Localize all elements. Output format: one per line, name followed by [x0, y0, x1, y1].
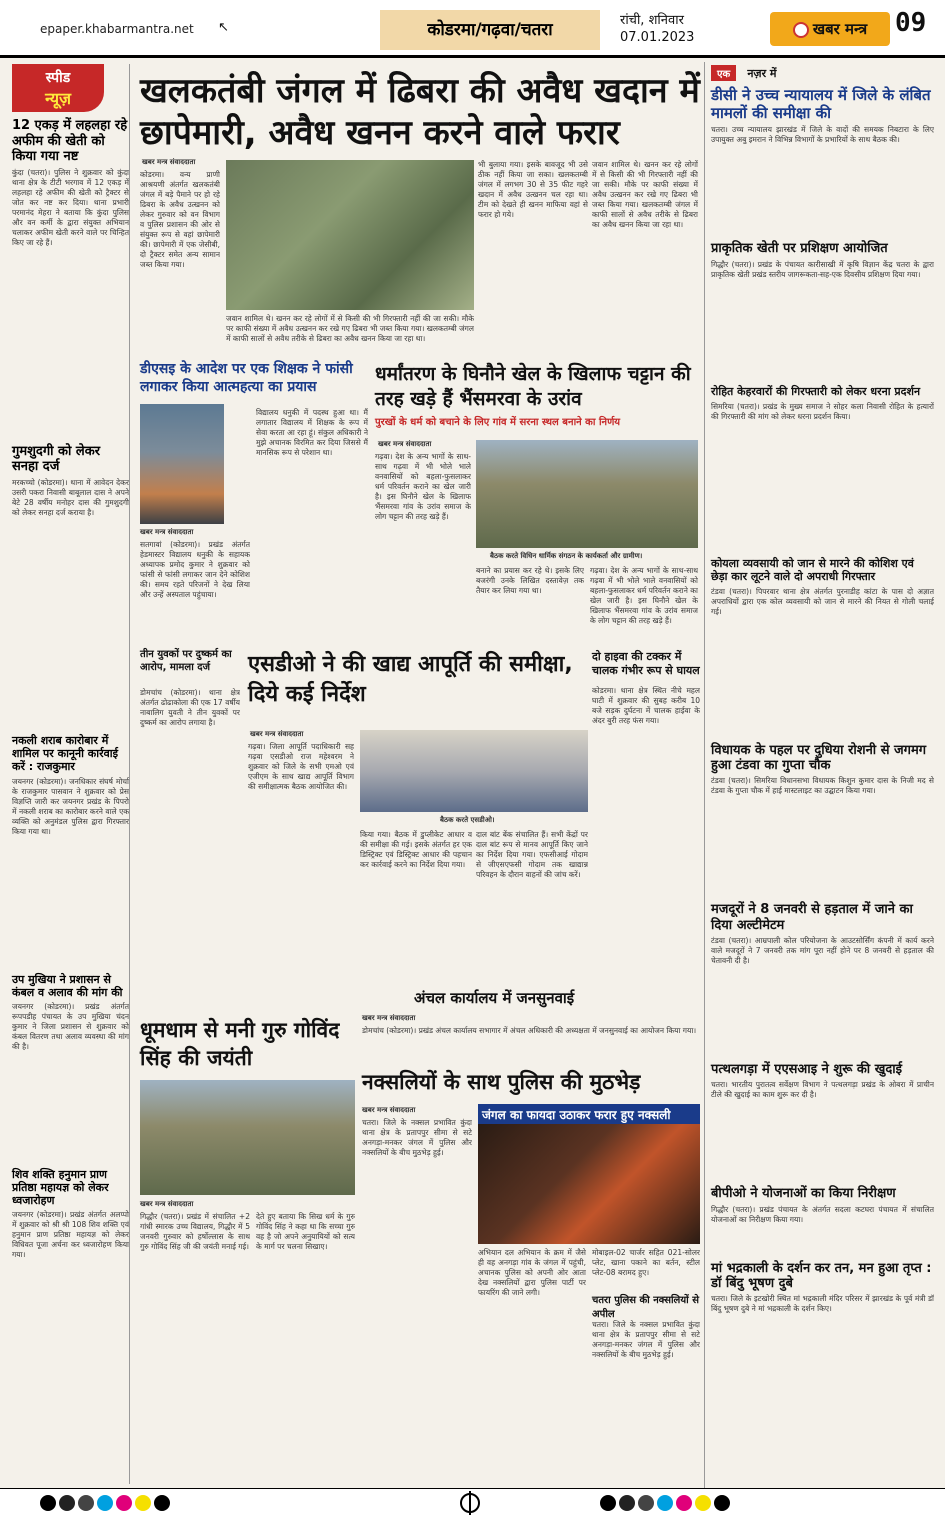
crime-text: डोमचांच (कोडरमा)। थाना क्षेत्र अंतर्गत ढोढाकोला की एक 17 वर्षीय नाबालिग युवती ने तीन युवकों पर दुष्कर्म का आरोप लगाया है। [140, 688, 240, 727]
forest-raid-photo [226, 160, 474, 310]
hydra-headline: दो हाइवा की टक्कर में चालक गंभीर रूप से घायल [592, 650, 700, 677]
teacher-headline: डीएसइ के आदेश पर एक शिक्षक ने फांसी लगाकर किया आत्महत्या का प्रयास [140, 361, 353, 395]
left-story [12, 734, 129, 967]
speed-news-badge [12, 64, 104, 112]
print-registration-footer [0, 1488, 945, 1517]
right-story [711, 241, 934, 379]
lead-byline: खबर मन्त्र संवाददाता [142, 158, 196, 166]
color-dots-right [600, 1495, 733, 1511]
logo-icon [793, 22, 809, 38]
guru-text-2: देते हुए बताया कि सिख धर्म के गुरु गोविंद सिंह ने कहा था कि सच्चा गुरु वह है जो अपने अनुयायियों को सत्य के मार्ग पर चलना सिखाए। [256, 1212, 355, 1251]
story-text: टंडवा (चतरा)। आम्रपाली कोल परियोजना के आउटसोर्सिंग कंपनी में कार्य करने वाले मजदूरों ने 7 जनवरी तक मांग पूरा नहीं होने पर 8 जनवरी से हड़ताल की चेतावनी दी है। [711, 935, 934, 965]
nazar-label: नज़र में [747, 67, 777, 80]
ek-nazar-tag [711, 62, 934, 81]
issue-date: 07.01.2023 [620, 30, 695, 45]
story-headline: कोयला व्यवसायी को जान से मारने की कोशिश एवं छेड़ा कार लूटने वाले दो अपराधी गिरफ्तार [711, 556, 914, 583]
right-story [711, 902, 934, 1056]
teacher-text-2: विद्यालय धनुकी में पदस्थ हुआ था। मैं लगातार विद्यालय में शिक्षक के रूप में सेवा करता आ रहा हूं। संकुल अधिकारी ने मुझे अचानक विरमित कर दिया जिससे मैं मानसिक रूप से परेशान था। [256, 408, 368, 457]
region-banner: कोडरमा/गढ़वा/चतरा [380, 10, 600, 50]
naxal-text-2: अभियान दल अभियान के क्रम में जैसे ही वह अनगड़ा गांव के जंगल में पहुंची, अचानक पुलिस को अपनी ओर आता देख नक्सलियों द्वारा पुलिस पार्टी पर फायरिंग की जाने लगी। [478, 1248, 586, 1297]
story-text: टंडवा (चतरा)। पिपरवार थाना क्षेत्र अंतर्गत पुरनाडीह कांटा के पास दो अज्ञात अपराधियों द्वारा एक कोल व्यवसायी को जान से मारने की नियत से गोली चलाई गई। [711, 586, 934, 616]
anchal-byline: खबर मन्त्र संवाददाता [362, 1014, 416, 1022]
registration-dot [638, 1495, 654, 1511]
story-headline: नकली शराब कारोबार में शामिल पर कानूनी कार्रवाई करें : राजकुमार [12, 733, 118, 774]
conversion-text: गढ़वा। देश के अन्य भागों के साथ-साथ गढ़वा में भी भोले भाले वनवासियों को बहला-फुसलाकर धर्म परिवर्तन कराने का खेल जारी है। इस घिनौने खेल के खिलाफ भैंसमरवा गांव के उरांव समाज के लोग चट्टान की तरह खड़े हैं। [375, 452, 471, 521]
guru-headline: धूमधाम से मनी गुरु गोविंद सिंह की जयंती [140, 1018, 340, 1070]
registration-dot [714, 1495, 730, 1511]
story-headline: गुमशुदगी को लेकर सनहा दर्ज [12, 443, 101, 475]
registration-dot [619, 1495, 635, 1511]
meeting-photo [476, 440, 698, 548]
story-text: गिद्धौर (चतरा)। प्रखंड पंचायत के अंतर्गत सदला कटघरा पंचायत में संचालित योजनाओं का निरीक्षण किया गया। [711, 1204, 934, 1224]
story-headline: 12 एकड़ में लहलहा रहे अफीम की खेती को किया गया नष्ट [12, 118, 128, 165]
right-story [711, 386, 934, 552]
teacher-photo [140, 404, 224, 524]
story-headline: डीसी ने उच्च न्यायालय में जिले के लंबित मामलों की समीक्षा की [711, 86, 931, 122]
left-story [12, 118, 129, 438]
story-text: मरकच्चो (कोडरमा)। थाना में आवेदन देकर उसरी पकरा निवासी बाबूलाल दास ने अपने बेटे 28 वर्षीय मनोहर दास की गुमशुदगी को लेकर सनहा दर्ज कराया है। [12, 477, 129, 517]
meeting-caption: बैठक करते विधिन धार्मिक संगठन के कार्यकर्ता और ग्रामीण। [490, 552, 643, 560]
story-text: जयनगर (कोडरमा)। जनधिकार संघर्ष मोर्चा के राजकुमार पासवान ने शुक्रवार को प्रेस विज्ञप्ति जारी कर जयनगर प्रखंड के पिपरो में नकली शराब का कारोबार करने वाले एक व्यक्ति को अनुमंडल पुलिस द्वारा गिरफ्तार किया गया था। [12, 776, 129, 836]
crime-headline: तीन युवकों पर दुष्कर्म का आरोप, मामला दर्ज [140, 649, 232, 673]
story-headline: शिव शक्ति हनुमान प्राण प्रतिष्ठा महायज्ञ को लेकर ध्वजारोहण [12, 1167, 109, 1208]
story-headline: बीपीओ ने योजनाओं का किया निरीक्षण [711, 1186, 896, 1202]
story-headline: मजदूरों ने 8 जनवरी से हड़ताल में जाने का दिया अल्टीमेटम [711, 902, 913, 933]
sdo-text-3: दाल बांट बेंक संचालित हैं। सभी केंद्रों पर दाल बांट रूप से मानव आपूर्ति किए जाने का निर्देश दिया गया। एफसीआई गोदाम से जीएसएफसी गोदाम तक खाद्यान्न परिवहन के दौरान वाहनों की जांच करें। [476, 830, 588, 879]
sdo-text-2: किया गया। बैठक में डुप्लीकेट आधार व की समीक्षा की गई। इसके अंतर्गत हर एक डिस्ट्रिक्ट एवं डिस्ट्रिक्ट आधार की पहचान कर कार्रवाई करने का निर्देश दिया गया। [360, 830, 472, 869]
story-headline: उप मुखिया ने प्रशासन से कंबल व अलाव की मांग की [12, 972, 123, 999]
naxal-side-head: चतरा पुलिस की नक्सलियों से अपील [592, 1295, 699, 1320]
story-text: टंडवा (चतरा)। सिमरिया विधानसभा विधायक किशुन कुमार दास के निजी मद से टंडवा के गुप्ता चौक में हाई मास्टलाइट का उद्घाटन किया गया। [711, 776, 934, 796]
registration-dot [78, 1495, 94, 1511]
lead-text: कोडरमा। वन्य प्राणी आश्रयणी अंतर्गत खलकतंबी जंगल में बड़े पैमाने पर हो रहे ढिबरा के अवैध उत्खनन को लेकर गुरुवार को वन विभाग व पुलिस प्रशासन की ओर से संयुक्त रूप से वहां छापेमारी की। छापेमारी में एक जेसीबी, दो ट्रैक्टर समेत अन्य सामान जब्त किया गया। [140, 170, 220, 269]
sdo-byline: खबर मन्त्र संवाददाता [250, 730, 304, 738]
anchal-text: डोमचांच (कोडरमा)। प्रखंड अंचल कार्यालय सभागार में अंचल अधिकारी की अध्यक्षता में जनसुनवाई का आयोजन किया गया। [362, 1026, 697, 1035]
right-story [711, 87, 934, 235]
sdo-text: गढ़वा। जिला आपूर्ति पदाधिकारी सह गढ़वा एसडीओ राज महेश्वरम ने शुक्रवार को जिले के सभी एमओ एवं एजीएम के साथ खाद्य आपूर्ति विभाग की समीक्षात्मक बैठक आयोजित की। [248, 742, 354, 791]
story-text: गिद्धौर (चतरा)। प्रखंड के पंचायत कारीसाखी में कृषि विज्ञान केंद्र चतरा के द्वारा प्राकृतिक खेती प्रखंड स्तरीय जागरूकता-सह-एक दिवसीय प्रशिक्षण दिया गया। [711, 259, 934, 279]
sdo-headline: एसडीओ ने की खाद्य आपूर्ति की समीक्षा, दिये कई निर्देश [248, 652, 573, 707]
page-number: 09 [895, 8, 927, 38]
story-text: चतरा। उच्च न्यायालय झारखंड में जिले के वादों की समयक निबटारा के लिए उपायुक्त अबु इमरान ने विभिन्न विभागों के प्रभारियों के साथ बैठक की। [711, 125, 934, 145]
speed-news-column [12, 64, 130, 1484]
naxal-text-4: चतरा। जिले के नक्सल प्रभावित कुंदा थाना क्षेत्र के प्रतापपुर सीमा से सटे अनगड़ा-मनकर जंगल में पुलिस और नक्सलियों के बीच मुठभेड़ हुई। [592, 1320, 700, 1359]
color-dots-left [40, 1495, 173, 1511]
left-story [12, 1168, 129, 1381]
story-text: चतरा। भारतीय पुरातत्व सर्वेक्षण विभाग ने पत्थलगड़ा प्रखंड के ओबरा में प्राचीन टीले की खुदाई का काम शुरू कर दी है। [711, 1080, 934, 1100]
lead-text-2: जवान शामिल थे। खनन कर रहे लोगों में से किसी की भी गिरफ्तारी नहीं की जा सकी। मौके पर काफी संख्या में अवैध उत्खनन कर रखे गए ढिबरा भी जब्त किया गया। खलकतम्बी जंगल में काफी सालों से अवैध तरीके से ढिबरा का अवैध खनन किया जा रहा था। [226, 314, 474, 343]
registration-dot [154, 1495, 170, 1511]
ek-label: एक [711, 65, 736, 81]
badge-top: स्पीड [45, 70, 71, 86]
right-story [711, 1261, 934, 1355]
story-headline: मां भद्रकाली के दर्शन कर तन, मन हुआ तृप्त : डॉ बिंदु भूषण दुबे [711, 1260, 932, 1291]
right-story [711, 1186, 934, 1254]
school-photo [140, 1080, 355, 1195]
registration-dot [600, 1495, 616, 1511]
registration-dot [676, 1495, 692, 1511]
registration-target-icon [460, 1493, 480, 1513]
lead-text-3b: जवान शामिल थे। खनन कर रहे लोगों में से किसी की भी गिरफ्तारी नहीं की जा सकी। मौके पर काफी संख्या में अवैध उत्खनन कर रखे गए ढिबरा भी जब्त किया गया। खलकतम्बी जंगल में काफी सालों से अवैध तरीके से ढिबरा का अवैध खनन किया जा रहा था। [592, 160, 698, 229]
sdo-caption: बैठक करते एसडीओ। [440, 816, 495, 824]
conversion-byline: खबर मन्त्र संवाददाता [378, 440, 432, 448]
left-story [12, 444, 129, 728]
cursor-icon: ↖ [218, 20, 229, 35]
teacher-byline: खबर मन्त्र संवाददाता [140, 528, 194, 536]
right-story [711, 558, 934, 737]
right-story [711, 743, 934, 897]
naxal-subhead: जंगल का फायदा उठाकर फरार हुए नक्सली [478, 1104, 700, 1125]
story-text: जयनगर (कोडरमा)। प्रखंड अंतर्गत रूपपडीह पंचायत के उप मुखिया चंदन कुमार ने जिला प्रशासन से शुक्रवार को कंबल वितरण तथा अलाव व्यवस्था की मांग की है। [12, 1001, 129, 1051]
anchal-headline: अंचल कार्यालय में जनसुनवाई [414, 989, 575, 1007]
guru-text: गिद्धौर (चतरा)। प्रखंड में संचालित +2 गांधी स्मारक उच्च विद्यालय, गिद्धौर में 5 जनवरी गुरुवार को हर्षोल्लास के साथ गुरु गोविंद सिंह जी की जयंती मनाई गई। [140, 1212, 250, 1251]
story-text: सिमरिया (चतरा)। प्रखंड के मुख्य समाज ने सोहर कला निवासी रोहित के हत्यारों की गिरफ्तारी की मांग को लेकर धरना प्रदर्शन किया। [711, 401, 934, 421]
left-story [12, 973, 129, 1162]
ek-nazar-column [704, 62, 934, 1492]
story-headline: पत्थलगड़ा में एएसआइ ने शुरू की खुदाई [711, 1061, 902, 1077]
registration-dot [657, 1495, 673, 1511]
registration-dot [97, 1495, 113, 1511]
right-story [711, 1062, 934, 1180]
badge-bottom: न्यूज़ [45, 89, 71, 108]
naxal-byline: खबर मन्त्र संवाददाता [362, 1106, 416, 1114]
registration-dot [40, 1495, 56, 1511]
conversion-text-3: गढ़वा। देश के अन्य भागों के साथ-साथ गढ़वा में भी भोले भाले वनवासियों को बहला-फुसलाकर धर्म परिवर्तन कराने का खेल जारी है। इस घिनौने खेल के खिलाफ भैंसमरवा गांव के उरांव समाज के लोग चट्टान की तरह खड़े हैं। [590, 566, 698, 625]
conversion-text-2: बनाने का प्रयास कर रहे थे। इसके लिए बजरंगी उनके लिखित दस्तावेज़ तक तैयार कर लिया गया था। [476, 566, 584, 595]
story-headline: प्राकृतिक खेती पर प्रशिक्षण आयोजित [711, 241, 888, 257]
story-text: कुंदा (चतरा)। पुलिस ने शुक्रवार को कुंदा थाना क्षेत्र के टीटी भरगाव में 12 एकड़ में लहलहा रहे अफीम की खेती को ट्रैक्टर से जोत कर नष्ट कर दिया। थाना प्रभारी परमानंद मेहरा ने बताया कि कुंदा पुलिस और वन कर्मी के द्वारा संयुक्त अभियान चलाकर अफीम खेती करने वाले पर चिन्हित किए जा रहे हैं। [12, 167, 129, 247]
lead-headline: खलकतंबी जंगल में ढिबरा की अवैध खदान में छापेमारी, अवैध खनन करने वाले फरार [140, 71, 700, 153]
teacher-text: सतगावां (कोडरमा)। प्रखंड अंतर्गत हेडमास्टर विद्यालय धनुकी के सहायक अध्यापक प्रमोद कुमार ने शुक्रवार को फांसी से फांसी लगाकर जान देने कोशिश की। समय रहते परिजनों ने देख लिया और उन्हें अस्पताल पहुंचाया। [140, 540, 250, 599]
brand-logo [770, 12, 890, 46]
naxal-headline: नक्सलियों के साथ पुलिस की मुठभेड़ [362, 1070, 641, 1094]
brand-name: खबर मन्त्र [812, 20, 868, 38]
story-text: जयनगर (कोडरमा)। प्रखंड अंतर्गत अलप्पो में शुक्रवार को श्री श्री 108 शिव शक्ति एवं हनुमान प्राण प्रतिष्ठा महायज्ञ को लेकर विधिवत पूजा अर्चना कर ध्वजारोहण किया गया। [12, 1210, 129, 1260]
city-day: रांची, शनिवार [620, 13, 684, 28]
page-header [0, 0, 945, 58]
naxal-text: चतरा। जिले के नक्सल प्रभावित कुंदा थाना क्षेत्र के प्रतापपुर सीमा से सटे अनगड़ा-मनकर जंगल में पुलिस और नक्सलियों के बीच मुठभेड़ हुई। [362, 1118, 472, 1157]
conversion-headline: धर्मांतरण के घिनौने खेल के खिलाफ चट्टान की तरह खड़े हैं भैंसमरवा के उरांव [375, 363, 691, 410]
story-text: चतरा। जिले के इटखोरी स्थित मां भद्रकाली मंदिर परिसर में झारखंड के पूर्व मंत्री डॉ बिंदु भूषण दुबे ने मां भद्रकाली के दर्शन किए। [711, 1294, 934, 1314]
site-url[interactable]: epaper.khabarmantra.net [40, 22, 194, 36]
story-headline: रोहित केहरवारों की गिरफ्तारी को लेकर धरना प्रदर्शन [711, 384, 921, 398]
registration-dot [59, 1495, 75, 1511]
naxal-text-3: मोबाइल-02 चार्जर सहित 021-सोलर प्लेट, खाना पकाने का बर्तन, स्टील प्लेट-08 बरामद हुए। [592, 1248, 700, 1277]
story-headline: विधायक के पहल पर दुधिया रोशनी से जगमग हुआ टंडवा का गुप्ता चौक [711, 742, 927, 773]
sdo-meeting-photo [360, 730, 588, 812]
hydra-text: कोडरमा। थाना क्षेत्र स्थित नीचे महल घाटी में शुक्रवार की सुबह करीब 10 बजे सड़क दुर्घटना में चालक हाईवा के अंदर बुरी तरह फंस गया। [592, 686, 700, 725]
registration-dot [116, 1495, 132, 1511]
registration-dot [695, 1495, 711, 1511]
registration-dot [135, 1495, 151, 1511]
naxal-camp-photo [478, 1124, 700, 1244]
lead-text-3: भी बुलाया गया। इसके बावजूद भी उसे ठीक नहीं किया जा सका। खलकतम्बी जंगल में लगभग 30 से 35 फीट गहरे खदान में अवैध उत्खनन चल रहा था। टीम को देखते ही खनन माफिया वहां से फरार हो गये। [478, 160, 588, 219]
guru-byline: खबर मन्त्र संवाददाता [140, 1200, 194, 1208]
conversion-subhead: पुरखों के धर्म को बचाने के लिए गांव में सरना स्थल बनाने का निर्णय [375, 417, 621, 428]
